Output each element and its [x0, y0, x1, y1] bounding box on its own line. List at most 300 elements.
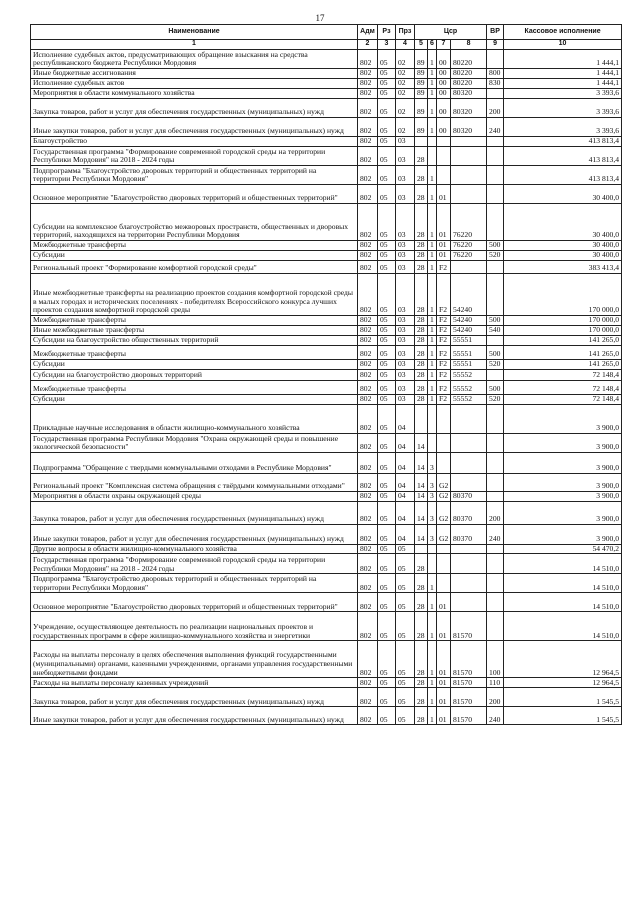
row-csr-direction: 81570 — [451, 612, 487, 641]
row-csr-event: F2 — [437, 316, 451, 326]
row-csr-direction — [451, 474, 487, 492]
row-amount: 383 413,4 — [504, 261, 622, 274]
row-csr-direction: 54240 — [451, 326, 487, 336]
row-csr-subprogram: 1 — [428, 360, 437, 370]
row-amount: 3 393,6 — [504, 99, 622, 118]
row-amount: 72 148,4 — [504, 395, 622, 405]
row-csr-event: 01 — [437, 251, 451, 261]
row-name: Закупка товаров, работ и услуг для обеспечения государственных (муниципальных) нужд — [31, 99, 358, 118]
row-rz: 05 — [378, 593, 396, 612]
row-csr-subprogram: 1 — [428, 185, 437, 204]
row-name: Мероприятия в области охраны окружающей среды — [31, 492, 358, 502]
row-csr-subprogram: 1 — [428, 641, 437, 678]
row-adm: 802 — [358, 204, 378, 241]
row-amount: 30 400,0 — [504, 241, 622, 251]
row-csr-event: 01 — [437, 612, 451, 641]
row-rz: 05 — [378, 166, 396, 185]
table-row — [31, 147, 622, 166]
row-csr-direction — [451, 137, 487, 147]
row-csr-event — [437, 544, 451, 554]
table-row — [31, 381, 622, 395]
table-row — [31, 69, 622, 79]
row-name: Государственная программа "Формирование современной городской среды на территории Республики Мордовия" на 2018 - 2024 годы — [31, 554, 358, 574]
table-row — [31, 261, 622, 274]
row-rz: 05 — [378, 474, 396, 492]
row-prz: 03 — [396, 381, 415, 395]
column-number: 7 — [437, 40, 451, 50]
row-rz: 05 — [378, 707, 396, 725]
budget-execution-table — [30, 24, 622, 725]
row-amount: 3 900,0 — [504, 453, 622, 474]
table-row — [31, 326, 622, 336]
row-csr-subprogram: 1 — [428, 612, 437, 641]
row-csr-program: 14 — [415, 501, 428, 524]
row-vr — [487, 166, 504, 185]
row-csr-event: 01 — [437, 204, 451, 241]
row-csr-event: G2 — [437, 501, 451, 524]
row-csr-program: 28 — [415, 612, 428, 641]
row-name: Межбюджетные трансферты — [31, 316, 358, 326]
row-csr-direction: 76220 — [451, 251, 487, 261]
column-number: 6 — [428, 40, 437, 50]
row-adm: 802 — [358, 641, 378, 678]
row-csr-event: F2 — [437, 360, 451, 370]
row-amount: 413 813,4 — [504, 147, 622, 166]
row-csr-direction: 80220 — [451, 79, 487, 89]
row-csr-subprogram: 1 — [428, 336, 437, 346]
row-csr-program: 28 — [415, 251, 428, 261]
row-name: Региональный проект "Формирование комфортной городской среды" — [31, 261, 358, 274]
row-csr-subprogram: 1 — [428, 574, 437, 593]
row-name: Иные бюджетные ассигнования — [31, 69, 358, 79]
table-row — [31, 346, 622, 360]
table-row — [31, 678, 622, 688]
row-name: Иные закупки товаров, работ и услуг для обеспечения государственных (муниципальных) нужд — [31, 707, 358, 725]
row-name: Межбюджетные трансферты — [31, 241, 358, 251]
row-vr: 500 — [487, 241, 504, 251]
page-number: 17 — [315, 13, 325, 23]
row-adm: 802 — [358, 524, 378, 544]
row-vr: 540 — [487, 326, 504, 336]
row-adm: 802 — [358, 405, 378, 434]
row-name: Закупка товаров, работ и услуг для обеспечения государственных (муниципальных) нужд — [31, 501, 358, 524]
row-amount: 3 900,0 — [504, 501, 622, 524]
row-rz: 05 — [378, 370, 396, 381]
row-rz: 05 — [378, 453, 396, 474]
row-rz: 05 — [378, 185, 396, 204]
row-name: Субсидии на благоустройство дворовых территорий — [31, 370, 358, 381]
row-name: Межбюджетные трансферты — [31, 346, 358, 360]
table-row — [31, 336, 622, 346]
row-csr-event: 01 — [437, 678, 451, 688]
row-csr-program — [415, 137, 428, 147]
row-csr-program: 28 — [415, 261, 428, 274]
row-amount: 72 148,4 — [504, 370, 622, 381]
row-amount: 3 900,0 — [504, 524, 622, 544]
row-amount: 12 964,5 — [504, 678, 622, 688]
row-amount: 413 813,4 — [504, 137, 622, 147]
row-rz: 05 — [378, 641, 396, 678]
row-rz: 05 — [378, 89, 396, 99]
row-csr-program: 28 — [415, 326, 428, 336]
row-amount: 3 900,0 — [504, 405, 622, 434]
row-amount: 1 444,1 — [504, 79, 622, 89]
row-amount: 141 265,0 — [504, 346, 622, 360]
row-vr — [487, 137, 504, 147]
row-csr-event: F2 — [437, 336, 451, 346]
table-row — [31, 641, 622, 678]
row-vr: 500 — [487, 381, 504, 395]
row-csr-subprogram: 1 — [428, 316, 437, 326]
column-number: 8 — [451, 40, 487, 50]
row-prz: 04 — [396, 453, 415, 474]
row-adm: 802 — [358, 241, 378, 251]
row-vr — [487, 89, 504, 99]
row-prz: 05 — [396, 707, 415, 725]
row-prz: 03 — [396, 251, 415, 261]
row-csr-direction — [451, 453, 487, 474]
row-adm: 802 — [358, 50, 378, 69]
column-number: 2 — [358, 40, 378, 50]
row-vr — [487, 204, 504, 241]
row-csr-subprogram: 3 — [428, 524, 437, 544]
table-row — [31, 251, 622, 261]
row-csr-program: 89 — [415, 79, 428, 89]
row-csr-direction: 76220 — [451, 241, 487, 251]
row-rz: 05 — [378, 99, 396, 118]
row-csr-event — [437, 453, 451, 474]
table-row — [31, 554, 622, 574]
row-rz: 05 — [378, 434, 396, 453]
row-prz: 02 — [396, 89, 415, 99]
row-rz: 05 — [378, 251, 396, 261]
row-csr-subprogram: 1 — [428, 678, 437, 688]
row-csr-program: 28 — [415, 381, 428, 395]
row-amount: 1 444,1 — [504, 69, 622, 79]
row-rz: 05 — [378, 316, 396, 326]
row-amount: 170 000,0 — [504, 326, 622, 336]
column-number: 10 — [504, 40, 622, 50]
row-adm: 802 — [358, 99, 378, 118]
row-csr-subprogram — [428, 544, 437, 554]
table-row — [31, 166, 622, 185]
row-name: Расходы на выплаты персоналу в целях обеспечения выполнения функций государственными (муниципальными) органами, казенными учреждениями, органами управления государственными внебюджетными фондами — [31, 641, 358, 678]
row-prz: 03 — [396, 395, 415, 405]
row-csr-event — [437, 137, 451, 147]
row-amount: 1 444,1 — [504, 50, 622, 69]
row-vr — [487, 147, 504, 166]
row-csr-direction: 80370 — [451, 524, 487, 544]
row-rz: 05 — [378, 554, 396, 574]
row-vr: 800 — [487, 69, 504, 79]
row-csr-event: F2 — [437, 274, 451, 316]
row-prz: 03 — [396, 241, 415, 251]
row-adm: 802 — [358, 707, 378, 725]
row-rz: 05 — [378, 501, 396, 524]
row-adm: 802 — [358, 501, 378, 524]
row-adm: 802 — [358, 381, 378, 395]
row-adm: 802 — [358, 69, 378, 79]
row-adm: 802 — [358, 688, 378, 707]
row-adm: 802 — [358, 89, 378, 99]
column-number: 1 — [31, 40, 358, 50]
row-csr-direction: 76220 — [451, 204, 487, 241]
row-rz: 05 — [378, 574, 396, 593]
row-vr — [487, 544, 504, 554]
table-row — [31, 501, 622, 524]
row-csr-direction: 54240 — [451, 316, 487, 326]
row-name: Другие вопросы в области жилищно-коммунального хозяйства — [31, 544, 358, 554]
row-adm: 802 — [358, 370, 378, 381]
row-csr-subprogram: 1 — [428, 370, 437, 381]
row-adm: 802 — [358, 678, 378, 688]
table-row — [31, 99, 622, 118]
row-csr-direction: 55551 — [451, 360, 487, 370]
row-prz: 03 — [396, 336, 415, 346]
row-vr: 500 — [487, 316, 504, 326]
row-csr-program: 28 — [415, 204, 428, 241]
row-prz: 02 — [396, 50, 415, 69]
row-csr-event: 01 — [437, 185, 451, 204]
row-adm: 802 — [358, 261, 378, 274]
header-csr: Цср — [415, 25, 487, 40]
row-vr: 200 — [487, 99, 504, 118]
row-csr-program: 89 — [415, 99, 428, 118]
row-amount: 1 545,5 — [504, 707, 622, 725]
row-csr-direction — [451, 261, 487, 274]
row-csr-event — [437, 166, 451, 185]
table-row — [31, 524, 622, 544]
row-prz: 03 — [396, 370, 415, 381]
row-vr — [487, 50, 504, 69]
row-prz: 04 — [396, 434, 415, 453]
row-rz: 05 — [378, 274, 396, 316]
table-row — [31, 50, 622, 69]
row-vr: 240 — [487, 118, 504, 137]
row-name: Иные закупки товаров, работ и услуг для обеспечения государственных (муниципальных) нужд — [31, 524, 358, 544]
row-prz: 03 — [396, 137, 415, 147]
row-vr — [487, 261, 504, 274]
row-csr-program: 89 — [415, 89, 428, 99]
row-vr: 500 — [487, 346, 504, 360]
row-csr-subprogram: 1 — [428, 166, 437, 185]
row-csr-event: F2 — [437, 346, 451, 360]
table-row — [31, 707, 622, 725]
row-prz: 03 — [396, 346, 415, 360]
row-amount: 413 813,4 — [504, 166, 622, 185]
row-prz: 02 — [396, 99, 415, 118]
row-name: Иные межбюджетные трансферты — [31, 326, 358, 336]
row-csr-subprogram: 1 — [428, 204, 437, 241]
row-rz: 05 — [378, 688, 396, 707]
table-row — [31, 405, 622, 434]
row-csr-subprogram: 1 — [428, 69, 437, 79]
row-rz: 05 — [378, 241, 396, 251]
row-name: Субсидии на благоустройство общественных территорий — [31, 336, 358, 346]
row-vr: 520 — [487, 251, 504, 261]
row-name: Благоустройство — [31, 137, 358, 147]
row-rz: 05 — [378, 79, 396, 89]
row-csr-event: 01 — [437, 641, 451, 678]
row-vr — [487, 492, 504, 502]
row-amount: 3 393,6 — [504, 89, 622, 99]
row-csr-direction — [451, 147, 487, 166]
row-csr-subprogram: 3 — [428, 453, 437, 474]
row-vr — [487, 474, 504, 492]
row-csr-direction: 55552 — [451, 381, 487, 395]
row-csr-program: 14 — [415, 434, 428, 453]
table-row — [31, 360, 622, 370]
row-csr-event: 00 — [437, 50, 451, 69]
header-rz: Рз — [378, 25, 396, 40]
row-prz: 05 — [396, 612, 415, 641]
row-vr — [487, 612, 504, 641]
row-name: Иные закупки товаров, работ и услуг для обеспечения государственных (муниципальных) нужд — [31, 118, 358, 137]
row-vr — [487, 554, 504, 574]
row-adm: 802 — [358, 453, 378, 474]
row-name: Субсидии — [31, 360, 358, 370]
row-rz: 05 — [378, 678, 396, 688]
row-csr-event: 00 — [437, 89, 451, 99]
row-vr — [487, 370, 504, 381]
row-name: Межбюджетные трансферты — [31, 381, 358, 395]
row-csr-event: 00 — [437, 118, 451, 137]
row-csr-direction: 80220 — [451, 50, 487, 69]
row-name: Исполнение судебных актов — [31, 79, 358, 89]
row-vr: 240 — [487, 707, 504, 725]
row-adm: 802 — [358, 612, 378, 641]
row-csr-program: 28 — [415, 274, 428, 316]
row-vr — [487, 574, 504, 593]
row-csr-program: 28 — [415, 241, 428, 251]
row-name: Государственная программа Республики Мордовия "Охрана окружающей среды и повышение экологической безопасности" — [31, 434, 358, 453]
table-row — [31, 574, 622, 593]
row-csr-direction: 80320 — [451, 89, 487, 99]
table-row — [31, 544, 622, 554]
row-prz: 05 — [396, 544, 415, 554]
row-name: Расходы на выплаты персоналу казенных учреждений — [31, 678, 358, 688]
row-csr-subprogram: 1 — [428, 50, 437, 69]
row-amount: 3 900,0 — [504, 434, 622, 453]
row-csr-subprogram: 1 — [428, 99, 437, 118]
row-csr-event — [437, 574, 451, 593]
row-csr-subprogram — [428, 147, 437, 166]
row-vr: 520 — [487, 360, 504, 370]
row-csr-subprogram: 1 — [428, 593, 437, 612]
row-csr-subprogram: 3 — [428, 474, 437, 492]
row-csr-subprogram: 1 — [428, 274, 437, 316]
row-vr: 830 — [487, 79, 504, 89]
row-csr-program: 28 — [415, 370, 428, 381]
row-name: Субсидии — [31, 251, 358, 261]
row-name: Подпрограмма "Обращение с твердыми коммунальными отходами в Республике Мордовия" — [31, 453, 358, 474]
row-adm: 802 — [358, 166, 378, 185]
row-csr-event: G2 — [437, 474, 451, 492]
row-csr-event: 00 — [437, 69, 451, 79]
table-row — [31, 492, 622, 502]
row-csr-event: F2 — [437, 381, 451, 395]
row-csr-program: 28 — [415, 574, 428, 593]
row-prz: 04 — [396, 492, 415, 502]
row-csr-event: F2 — [437, 261, 451, 274]
row-rz: 05 — [378, 336, 396, 346]
row-amount: 170 000,0 — [504, 274, 622, 316]
row-prz: 03 — [396, 274, 415, 316]
row-csr-subprogram: 1 — [428, 395, 437, 405]
row-adm: 802 — [358, 274, 378, 316]
row-csr-subprogram: 1 — [428, 118, 437, 137]
row-csr-direction: 80220 — [451, 69, 487, 79]
row-csr-direction: 55551 — [451, 346, 487, 360]
table-row — [31, 612, 622, 641]
column-numbers-row — [31, 40, 622, 50]
table-row — [31, 89, 622, 99]
row-csr-direction — [451, 574, 487, 593]
row-csr-subprogram — [428, 554, 437, 574]
row-csr-event — [437, 147, 451, 166]
row-adm: 802 — [358, 474, 378, 492]
row-csr-event: G2 — [437, 492, 451, 502]
row-csr-program: 28 — [415, 678, 428, 688]
row-vr — [487, 405, 504, 434]
row-csr-event: 01 — [437, 707, 451, 725]
row-prz: 05 — [396, 641, 415, 678]
row-adm: 802 — [358, 147, 378, 166]
row-csr-program: 28 — [415, 688, 428, 707]
row-prz: 04 — [396, 501, 415, 524]
column-number: 3 — [378, 40, 396, 50]
row-csr-event: 00 — [437, 99, 451, 118]
table-header-row — [31, 25, 622, 40]
row-vr: 200 — [487, 501, 504, 524]
row-prz: 05 — [396, 678, 415, 688]
row-csr-program: 89 — [415, 118, 428, 137]
row-adm: 802 — [358, 118, 378, 137]
row-amount: 30 400,0 — [504, 251, 622, 261]
row-adm: 802 — [358, 434, 378, 453]
row-csr-subprogram: 1 — [428, 346, 437, 360]
header-amount: Кассовое исполнение — [504, 25, 622, 40]
row-prz: 03 — [396, 204, 415, 241]
table-row — [31, 118, 622, 137]
row-amount: 30 400,0 — [504, 204, 622, 241]
table-row — [31, 474, 622, 492]
row-csr-program: 28 — [415, 641, 428, 678]
row-name: Основное мероприятие "Благоустройство дворовых территорий и общественных территорий" — [31, 185, 358, 204]
table-row — [31, 316, 622, 326]
row-prz: 05 — [396, 593, 415, 612]
row-csr-subprogram — [428, 137, 437, 147]
row-name: Основное мероприятие "Благоустройство дворовых территорий и общественных территорий" — [31, 593, 358, 612]
row-prz: 02 — [396, 118, 415, 137]
header-prz: Прз — [396, 25, 415, 40]
row-prz: 04 — [396, 474, 415, 492]
row-csr-program: 28 — [415, 707, 428, 725]
row-csr-direction — [451, 593, 487, 612]
table-row — [31, 688, 622, 707]
row-amount: 3 900,0 — [504, 474, 622, 492]
row-rz: 05 — [378, 346, 396, 360]
row-rz: 05 — [378, 524, 396, 544]
row-vr: 200 — [487, 688, 504, 707]
row-prz: 03 — [396, 261, 415, 274]
row-name: Подпрограмма "Благоустройство дворовых территорий и общественных территорий на территории Республики Мордовия" — [31, 166, 358, 185]
row-csr-event — [437, 405, 451, 434]
row-amount: 170 000,0 — [504, 316, 622, 326]
table-row — [31, 241, 622, 251]
table-row — [31, 370, 622, 381]
row-csr-subprogram: 1 — [428, 326, 437, 336]
